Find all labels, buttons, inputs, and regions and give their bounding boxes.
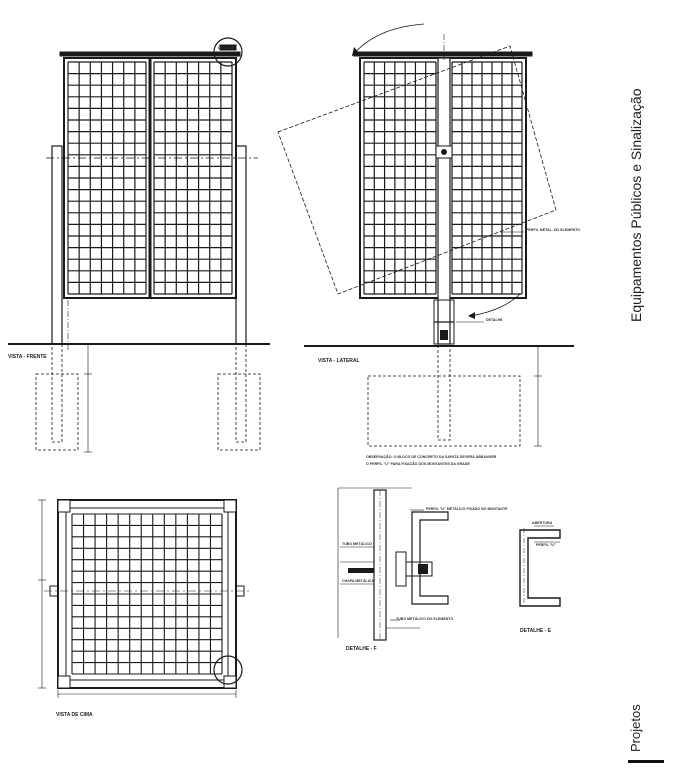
sidebar-rule xyxy=(628,760,664,763)
side-profile-label: PERFIL METAL. DO ELEMENTO xyxy=(526,228,581,232)
side-grid-right xyxy=(452,62,522,294)
front-footing-left xyxy=(36,374,78,450)
front-footing-right xyxy=(218,374,260,450)
front-post-right xyxy=(236,146,246,344)
side-footing xyxy=(368,376,520,446)
sidebar-subtitle: Projetos xyxy=(628,704,643,752)
front-grid-right xyxy=(154,62,232,294)
side-swing-arrow xyxy=(352,24,424,56)
detail-f-note-4: TUBO METÁLICO DO ELEMENTO xyxy=(396,617,454,621)
detail-e-note-2: PERFIL "U" xyxy=(536,543,556,547)
side-detail-label: DETALHE xyxy=(486,318,503,322)
detail-f-note-1: PERFIL "U" METÁLICO FIXADO NO MONTANTE xyxy=(426,507,508,511)
front-top-rail xyxy=(60,52,240,56)
top-view xyxy=(38,500,250,698)
front-view-label: VISTA - FRENTE xyxy=(8,354,47,360)
front-post-left xyxy=(52,146,62,344)
front-view xyxy=(8,38,270,452)
side-note-line-1: OBSERVAÇÃO: O BLOCO DE CONCRETO DA SAPATA DEVERÁ ABRANGER xyxy=(366,455,497,459)
side-view xyxy=(278,24,574,446)
detail-e-label: DETALHE - E xyxy=(520,628,552,634)
detail-e xyxy=(520,526,560,608)
side-view-label: VISTA - LATERAL xyxy=(318,358,360,364)
top-view-label: VISTA DE CIMA xyxy=(56,712,93,718)
front-callout-label: DETALHE xyxy=(218,46,235,50)
detail-f-u-profile xyxy=(412,512,448,604)
detail-e-note-1: ABERTURA xyxy=(532,521,553,525)
detail-f-note-3: CHAPA METÁLICA xyxy=(342,579,374,583)
front-grid-left xyxy=(68,62,146,294)
side-center-post xyxy=(438,58,450,344)
top-grid xyxy=(72,514,222,674)
side-swing-outline xyxy=(278,46,556,294)
detail-e-u-profile xyxy=(520,530,560,606)
side-top-rail xyxy=(354,52,532,56)
detail-f-note-2: TUBO METÁLICO xyxy=(342,542,372,546)
sidebar-title: Equipamentos Públicos e Sinalização xyxy=(628,88,644,322)
detail-f-label: DETALHE - F xyxy=(346,646,377,652)
side-note-line-2: O PERFIL "U" PARA FIXAÇÃO DOS MONTANTES DA GRADE xyxy=(366,462,470,466)
side-grid-left xyxy=(364,62,436,294)
